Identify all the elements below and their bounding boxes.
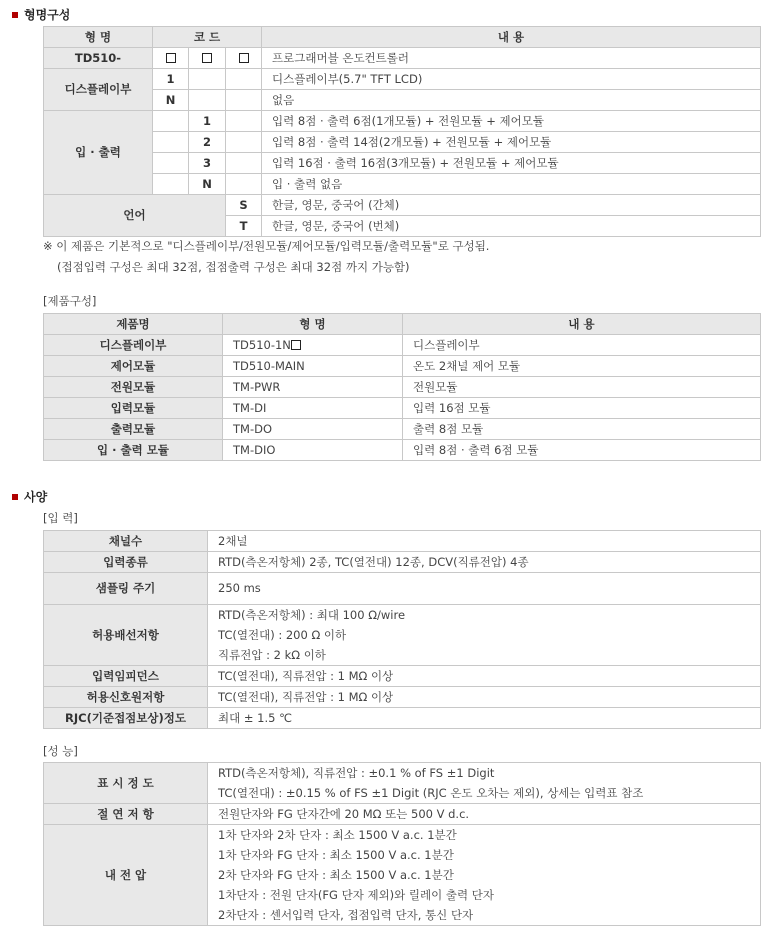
input-spec-title: [입 력] xyxy=(43,511,78,525)
table-row: 디스플레이부 TD510-1N 디스플레이부 xyxy=(44,335,761,356)
perf-spec-title: [성 능] xyxy=(43,744,78,758)
table-row: 입력임피던스 TC(열전대), 직류전압 : 1 MΩ 이상 xyxy=(44,666,761,687)
code-cell: 3 xyxy=(189,153,226,174)
bullet-icon xyxy=(12,494,18,500)
code-box-icon xyxy=(291,340,301,350)
note-line-2: (접점입력 구성은 최대 32점, 접점출력 구성은 최대 32점 까지 가능함) xyxy=(57,260,410,274)
desc-cell: 없음 xyxy=(262,90,761,111)
code-cell: T xyxy=(226,216,262,237)
model-table xyxy=(43,26,761,237)
code-cell: 1 xyxy=(189,111,226,132)
bullet-icon xyxy=(12,12,18,18)
table-row: 입력종류 RTD(측온저항체) 2종, TC(열전대) 12종, DCV(직류전압) 4종 xyxy=(44,552,761,573)
desc-cell: 입력 8점 · 출력 6점(1개모듈) + 전원모듈 + 제어모듈 xyxy=(262,111,761,132)
base-model: TD510- xyxy=(44,48,153,69)
input-spec-table xyxy=(43,530,761,729)
header-content: 내 용 xyxy=(403,314,761,335)
desc-cell: 한글, 영문, 중국어 (번체) xyxy=(262,216,761,237)
header-content: 내 용 xyxy=(262,27,761,48)
table-row: 입력모듈 TM-DI 입력 16점 모듈 xyxy=(44,398,761,419)
section-title-model: 형명구성 xyxy=(12,6,70,23)
perf-spec-table xyxy=(43,762,761,926)
table-row: 내 전 압 1차 단자와 2차 단자 : 최소 1500 V a.c. 1분간 1차 단자와 FG 단자 : 최소 1500 V a.c. 1분간 2차 단자와 FG 단자 : 최소 1500 V a.c. 1분간 1차단자 : 전원 단자(FG 단자 제외)와 릴레이 출력 단자 2차단자 : 센서입력 단자, 접점입력 단자, 통신 단자 xyxy=(44,825,761,926)
table-row: 출력모듈 TM-DO 출력 8점 모듈 xyxy=(44,419,761,440)
table-row: 절 연 저 항 전원단자와 FG 단자간에 20 MΩ 또는 500 V d.c. xyxy=(44,804,761,825)
table-row: 허용신호원저항 TC(열전대), 직류전압 : 1 MΩ 이상 xyxy=(44,687,761,708)
header-name: 제품명 xyxy=(44,314,223,335)
code-box-icon xyxy=(166,53,176,63)
desc-cell: 한글, 영문, 중국어 (간체) xyxy=(262,195,761,216)
table-row: 전원모듈 TM-PWR 전원모듈 xyxy=(44,377,761,398)
note-line-1: ※ 이 제품은 기본적으로 "디스플레이부/전원모듈/제어모듈/입력모듈/출력모듈"로 구성됨. xyxy=(43,239,490,253)
table-row: 입 · 출력 모듈 TM-DIO 입력 8점 · 출력 6점 모듈 xyxy=(44,440,761,461)
code-cell: N xyxy=(189,174,226,195)
code-cell: 1 xyxy=(153,69,189,90)
table-row: 샘플링 주기 250 ms xyxy=(44,573,761,605)
desc-cell: 입 · 출력 없음 xyxy=(262,174,761,195)
code-cell: 2 xyxy=(189,132,226,153)
desc-cell: 디스플레이부(5.7" TFT LCD) xyxy=(262,69,761,90)
table-row: 채널수 2채널 xyxy=(44,531,761,552)
code-box-icon xyxy=(239,53,249,63)
table-row: 제어모듈 TD510-MAIN 온도 2채널 제어 모듈 xyxy=(44,356,761,377)
section-title-spec: 사양 xyxy=(12,488,47,505)
desc-cell: 입력 16점 · 출력 16점(3개모듈) + 전원모듈 + 제어모듈 xyxy=(262,153,761,174)
base-desc: 프로그래머블 온도컨트롤러 xyxy=(262,48,761,69)
table-row: RJC(기준접점보상)정도 최대 ± 1.5 ℃ xyxy=(44,708,761,729)
code-cell: S xyxy=(226,195,262,216)
lang-label: 언어 xyxy=(44,195,226,237)
code-cell: N xyxy=(153,90,189,111)
io-label: 입 · 출력 xyxy=(44,111,153,195)
code-box-icon xyxy=(202,53,212,63)
desc-cell: 입력 8점 · 출력 14점(2개모듈) + 전원모듈 + 제어모듈 xyxy=(262,132,761,153)
table-row: 표 시 정 도 RTD(측온저항체), 직류전압 : ±0.1 % of FS ±1 Digit TC(열전대) : ±0.15 % of FS ±1 Digit (RJC 온도 오차는 제외), 상세는 입력표 참조 xyxy=(44,763,761,804)
header-model: 형 명 xyxy=(223,314,403,335)
composition-title: [제품구성] xyxy=(43,294,97,308)
composition-table xyxy=(43,313,761,461)
header-model: 형 명 xyxy=(44,27,153,48)
table-row: 허용배선저항 RTD(측온저항체) : 최대 100 Ω/wire TC(열전대) : 200 Ω 이하 직류전압 : 2 kΩ 이하 xyxy=(44,605,761,666)
display-label: 디스플레이부 xyxy=(44,69,153,111)
header-code: 코 드 xyxy=(153,27,262,48)
